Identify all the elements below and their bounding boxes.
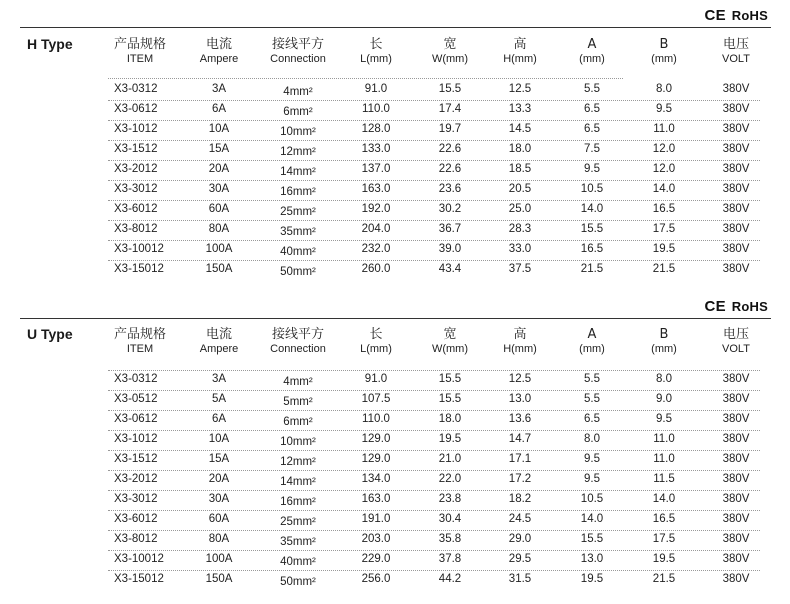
cell-ampere: 15A [208, 453, 230, 465]
cell-width: 22.6 [438, 163, 462, 175]
cell-length: 110.0 [362, 103, 390, 115]
cell-connection: 10mm² [280, 436, 316, 448]
cell-volt: 380V [722, 83, 750, 95]
cell-ampere: 20A [208, 473, 230, 485]
cell-volt: 380V [722, 143, 750, 155]
table-row [0, 490, 790, 510]
cell-b: 21.5 [652, 263, 676, 275]
cell-ampere: 10A [208, 433, 230, 445]
row-divider [108, 490, 760, 491]
cell-width: 35.8 [438, 533, 462, 545]
cell-connection: 5mm² [283, 396, 313, 408]
row-divider [108, 470, 760, 471]
cell-connection: 12mm² [280, 456, 316, 468]
header-width: 宽 W(mm) [431, 327, 469, 355]
cell-length: 163.0 [361, 183, 391, 195]
cell-volt: 380V [722, 263, 750, 275]
cell-width: 18.0 [438, 413, 462, 425]
cell-item: X3-10012 [114, 243, 164, 255]
cell-volt: 380V [722, 183, 750, 195]
cell-item: X3-15012 [114, 263, 164, 275]
row-divider [108, 570, 760, 571]
cell-b: 9.0 [656, 393, 672, 405]
cell-length: 260.0 [361, 263, 391, 275]
cell-length: 128.0 [361, 123, 391, 135]
cell-width: 19.7 [438, 123, 462, 135]
cell-width: 17.4 [438, 103, 462, 115]
cell-a: 8.0 [584, 433, 600, 445]
cell-height: 25.0 [508, 203, 532, 215]
cell-b: 17.5 [652, 223, 676, 235]
cell-a: 7.5 [584, 143, 600, 155]
rohs-mark: RoHS [731, 299, 768, 314]
cell-a: 15.5 [580, 223, 604, 235]
cell-length: 204.0 [361, 223, 391, 235]
cell-connection: 16mm² [280, 186, 316, 198]
header-ampere: 电流 Ampere [199, 37, 239, 65]
cell-ampere: 80A [208, 223, 230, 235]
cell-ampere: 150A [205, 263, 233, 275]
cell-b: 11.0 [653, 433, 675, 445]
row-divider [108, 430, 760, 431]
h-type-title: H Type [27, 36, 73, 52]
table-row [0, 140, 790, 160]
cell-width: 37.8 [438, 553, 462, 565]
cell-height: 20.5 [508, 183, 532, 195]
cell-width: 15.5 [438, 373, 462, 385]
cell-connection: 10mm² [280, 126, 316, 138]
cell-width: 30.4 [438, 513, 462, 525]
cell-a: 5.5 [584, 373, 600, 385]
cell-width: 23.6 [438, 183, 462, 195]
cell-connection: 14mm² [280, 476, 316, 488]
cell-length: 129.0 [361, 453, 391, 465]
cell-height: 13.3 [508, 103, 532, 115]
cell-b: 19.5 [652, 243, 676, 255]
cell-item: X3-8012 [114, 533, 158, 545]
table-row [0, 430, 790, 450]
cell-a: 9.5 [584, 453, 600, 465]
cell-b: 19.5 [652, 553, 676, 565]
header-a: A (mm) [579, 327, 605, 355]
row-divider [108, 370, 760, 371]
cell-a: 10.5 [580, 493, 604, 505]
cell-volt: 380V [722, 373, 750, 385]
cell-a: 6.5 [584, 123, 600, 135]
table-row [0, 160, 790, 180]
row-divider [108, 510, 760, 511]
section-top-rule [20, 318, 771, 319]
cell-ampere: 3A [211, 83, 227, 95]
cell-b: 12.0 [652, 163, 676, 175]
h-type-section [0, 0, 790, 290]
cell-length: 129.0 [361, 433, 391, 445]
header-b: B (mm) [651, 327, 677, 355]
cell-item: X3-2012 [114, 473, 158, 485]
cell-height: 33.0 [508, 243, 532, 255]
cell-a: 16.5 [580, 243, 604, 255]
row-divider [108, 120, 760, 121]
cell-item: X3-6012 [114, 513, 158, 525]
cell-connection: 4mm² [283, 376, 313, 388]
cell-width: 22.6 [438, 143, 462, 155]
table-row [0, 470, 790, 490]
cell-volt: 380V [722, 243, 750, 255]
table-row [0, 570, 790, 590]
cell-ampere: 30A [208, 183, 230, 195]
cell-connection: 40mm² [280, 556, 316, 568]
cell-a: 15.5 [580, 533, 604, 545]
table-row [0, 410, 790, 430]
cell-ampere: 60A [208, 203, 230, 215]
header-connection: 接线平方 Connection [270, 327, 326, 355]
table-row [0, 80, 790, 100]
table-row [0, 550, 790, 570]
cell-length: 232.0 [361, 243, 391, 255]
cell-width: 22.0 [438, 473, 462, 485]
table-row [0, 180, 790, 200]
cell-height: 17.1 [508, 453, 532, 465]
table-row [0, 450, 790, 470]
cell-height: 18.5 [508, 163, 532, 175]
certification-marks [705, 298, 768, 315]
cell-item: X3-1012 [114, 433, 158, 445]
cell-connection: 6mm² [283, 416, 313, 428]
cell-volt: 380V [722, 553, 750, 565]
cell-length: 110.0 [362, 413, 390, 425]
table-row [0, 390, 790, 410]
cell-b: 9.5 [656, 413, 672, 425]
cell-a: 14.0 [580, 513, 604, 525]
header-length: 长 L(mm) [360, 327, 392, 355]
cell-a: 13.0 [580, 553, 604, 565]
row-divider [108, 200, 760, 201]
row-divider [108, 160, 760, 161]
cell-length: 134.0 [361, 473, 391, 485]
cell-ampere: 30A [208, 493, 230, 505]
cell-width: 44.2 [438, 573, 462, 585]
cell-connection: 25mm² [280, 516, 316, 528]
table-row [0, 510, 790, 530]
cell-a: 5.5 [584, 393, 600, 405]
cell-length: 137.0 [361, 163, 391, 175]
cell-height: 37.5 [508, 263, 532, 275]
cell-item: X3-2012 [114, 163, 158, 175]
row-divider [108, 410, 760, 411]
cell-ampere: 150A [205, 573, 233, 585]
row-divider [108, 450, 760, 451]
cell-b: 14.0 [652, 493, 676, 505]
table-row [0, 120, 790, 140]
cell-height: 29.5 [508, 553, 532, 565]
cell-height: 18.2 [508, 493, 532, 505]
cell-item: X3-15012 [114, 573, 164, 585]
cell-height: 12.5 [508, 373, 532, 385]
cell-length: 91.0 [364, 373, 388, 385]
cell-connection: 50mm² [280, 266, 316, 278]
cell-b: 16.5 [652, 203, 676, 215]
cell-volt: 380V [722, 413, 750, 425]
cell-a: 9.5 [584, 473, 600, 485]
cell-length: 107.5 [361, 393, 391, 405]
cell-connection: 35mm² [280, 226, 316, 238]
row-divider [108, 180, 760, 181]
header-width: 宽 W(mm) [431, 37, 469, 65]
cell-item: X3-1512 [114, 143, 158, 155]
header-connection: 接线平方 Connection [270, 37, 326, 65]
cell-a: 9.5 [584, 163, 600, 175]
cell-volt: 380V [722, 573, 750, 585]
row-divider [108, 530, 760, 531]
cell-length: 163.0 [361, 493, 391, 505]
cell-item: X3-0512 [114, 393, 158, 405]
row-divider [108, 140, 760, 141]
section-top-rule [20, 27, 771, 28]
cell-width: 15.5 [438, 83, 462, 95]
cell-a: 6.5 [584, 103, 600, 115]
row-divider [108, 220, 760, 221]
u-type-title: U Type [27, 326, 73, 342]
cell-ampere: 20A [208, 163, 230, 175]
cell-item: X3-0312 [114, 373, 158, 385]
cell-connection: 16mm² [280, 496, 316, 508]
cell-a: 19.5 [580, 573, 604, 585]
cell-b: 8.0 [656, 83, 672, 95]
cell-item: X3-3012 [114, 493, 158, 505]
cell-b: 17.5 [652, 533, 676, 545]
cell-a: 5.5 [584, 83, 600, 95]
cell-height: 12.5 [508, 83, 532, 95]
cell-item: X3-0612 [114, 413, 158, 425]
cell-width: 39.0 [438, 243, 462, 255]
cell-connection: 35mm² [280, 536, 316, 548]
cell-height: 14.5 [508, 123, 532, 135]
cell-b: 12.0 [652, 143, 676, 155]
table-row [0, 530, 790, 550]
cell-b: 14.0 [652, 183, 676, 195]
cell-b: 8.0 [656, 373, 672, 385]
cell-volt: 380V [722, 433, 750, 445]
row-divider [108, 260, 760, 261]
cell-volt: 380V [722, 123, 750, 135]
cell-connection: 50mm² [280, 576, 316, 588]
table-row [0, 240, 790, 260]
cell-connection: 6mm² [283, 106, 313, 118]
header-height: 高 H(mm) [503, 37, 537, 65]
cell-volt: 380V [722, 533, 750, 545]
row-divider [108, 100, 760, 101]
cell-volt: 380V [722, 393, 750, 405]
cell-connection: 40mm² [280, 246, 316, 258]
cell-height: 14.7 [508, 433, 532, 445]
cell-item: X3-6012 [114, 203, 158, 215]
ce-mark: CE [704, 298, 726, 315]
cell-width: 21.0 [438, 453, 462, 465]
cell-b: 16.5 [652, 513, 676, 525]
row-divider [108, 550, 760, 551]
cell-width: 23.8 [438, 493, 462, 505]
cell-a: 14.0 [580, 203, 604, 215]
header-height: 高 H(mm) [503, 327, 537, 355]
cell-length: 91.0 [364, 83, 388, 95]
cell-item: X3-1512 [114, 453, 158, 465]
row-divider [108, 240, 760, 241]
header-ampere: 电流 Ampere [199, 327, 239, 355]
cell-volt: 380V [722, 493, 750, 505]
cell-height: 24.5 [508, 513, 532, 525]
ce-mark: CE [704, 7, 726, 24]
cell-width: 15.5 [438, 393, 462, 405]
header-length: 长 L(mm) [360, 37, 392, 65]
cell-ampere: 80A [208, 533, 230, 545]
cell-height: 13.0 [508, 393, 532, 405]
cell-connection: 4mm² [283, 86, 313, 98]
cell-a: 21.5 [580, 263, 604, 275]
table-row [0, 370, 790, 390]
cell-length: 203.0 [361, 533, 391, 545]
header-volt: 电压 VOLT [722, 327, 750, 355]
cell-item: X3-10012 [114, 553, 164, 565]
cell-ampere: 100A [205, 243, 233, 255]
cell-length: 256.0 [361, 573, 391, 585]
table-row [0, 200, 790, 220]
cell-item: X3-8012 [114, 223, 158, 235]
certification-marks [705, 7, 768, 24]
cell-volt: 380V [722, 103, 750, 115]
cell-length: 229.0 [361, 553, 391, 565]
cell-volt: 380V [722, 473, 750, 485]
cell-width: 36.7 [438, 223, 462, 235]
header-divider [108, 78, 623, 79]
cell-ampere: 100A [205, 553, 233, 565]
cell-b: 21.5 [652, 573, 676, 585]
header-volt: 电压 VOLT [722, 37, 750, 65]
cell-width: 19.5 [438, 433, 462, 445]
cell-item: X3-1012 [114, 123, 158, 135]
cell-height: 18.0 [508, 143, 532, 155]
cell-a: 10.5 [580, 183, 604, 195]
cell-volt: 380V [722, 453, 750, 465]
cell-a: 6.5 [584, 413, 600, 425]
cell-connection: 14mm² [280, 166, 316, 178]
cell-ampere: 5A [211, 393, 227, 405]
cell-ampere: 6A [211, 413, 227, 425]
cell-height: 29.0 [508, 533, 532, 545]
cell-volt: 380V [722, 163, 750, 175]
cell-width: 43.4 [438, 263, 462, 275]
cell-height: 31.5 [508, 573, 532, 585]
rohs-mark: RoHS [731, 8, 768, 23]
cell-height: 28.3 [508, 223, 532, 235]
cell-volt: 380V [722, 513, 750, 525]
cell-ampere: 6A [211, 103, 227, 115]
cell-volt: 380V [722, 223, 750, 235]
cell-height: 17.2 [508, 473, 532, 485]
cell-length: 133.0 [361, 143, 391, 155]
header-item: 产品规格 ITEM [113, 37, 166, 65]
table-row [0, 100, 790, 120]
cell-item: X3-0612 [114, 103, 158, 115]
cell-length: 191.0 [361, 513, 391, 525]
cell-b: 11.0 [653, 123, 675, 135]
cell-ampere: 10A [208, 123, 230, 135]
cell-width: 30.2 [438, 203, 462, 215]
u-type-section [0, 290, 790, 604]
table-row [0, 260, 790, 280]
cell-b: 11.0 [653, 453, 675, 465]
cell-ampere: 3A [211, 373, 227, 385]
header-a: A (mm) [579, 37, 605, 65]
cell-item: X3-3012 [114, 183, 158, 195]
cell-length: 192.0 [361, 203, 391, 215]
cell-b: 11.5 [653, 473, 675, 485]
cell-volt: 380V [722, 203, 750, 215]
cell-connection: 12mm² [280, 146, 316, 158]
cell-item: X3-0312 [114, 83, 158, 95]
cell-ampere: 60A [208, 513, 230, 525]
table-row [0, 220, 790, 240]
cell-b: 9.5 [656, 103, 672, 115]
cell-ampere: 15A [208, 143, 230, 155]
header-b: B (mm) [651, 37, 677, 65]
cell-connection: 25mm² [280, 206, 316, 218]
header-item: 产品规格 ITEM [113, 327, 166, 355]
row-divider [108, 390, 760, 391]
cell-height: 13.6 [508, 413, 532, 425]
